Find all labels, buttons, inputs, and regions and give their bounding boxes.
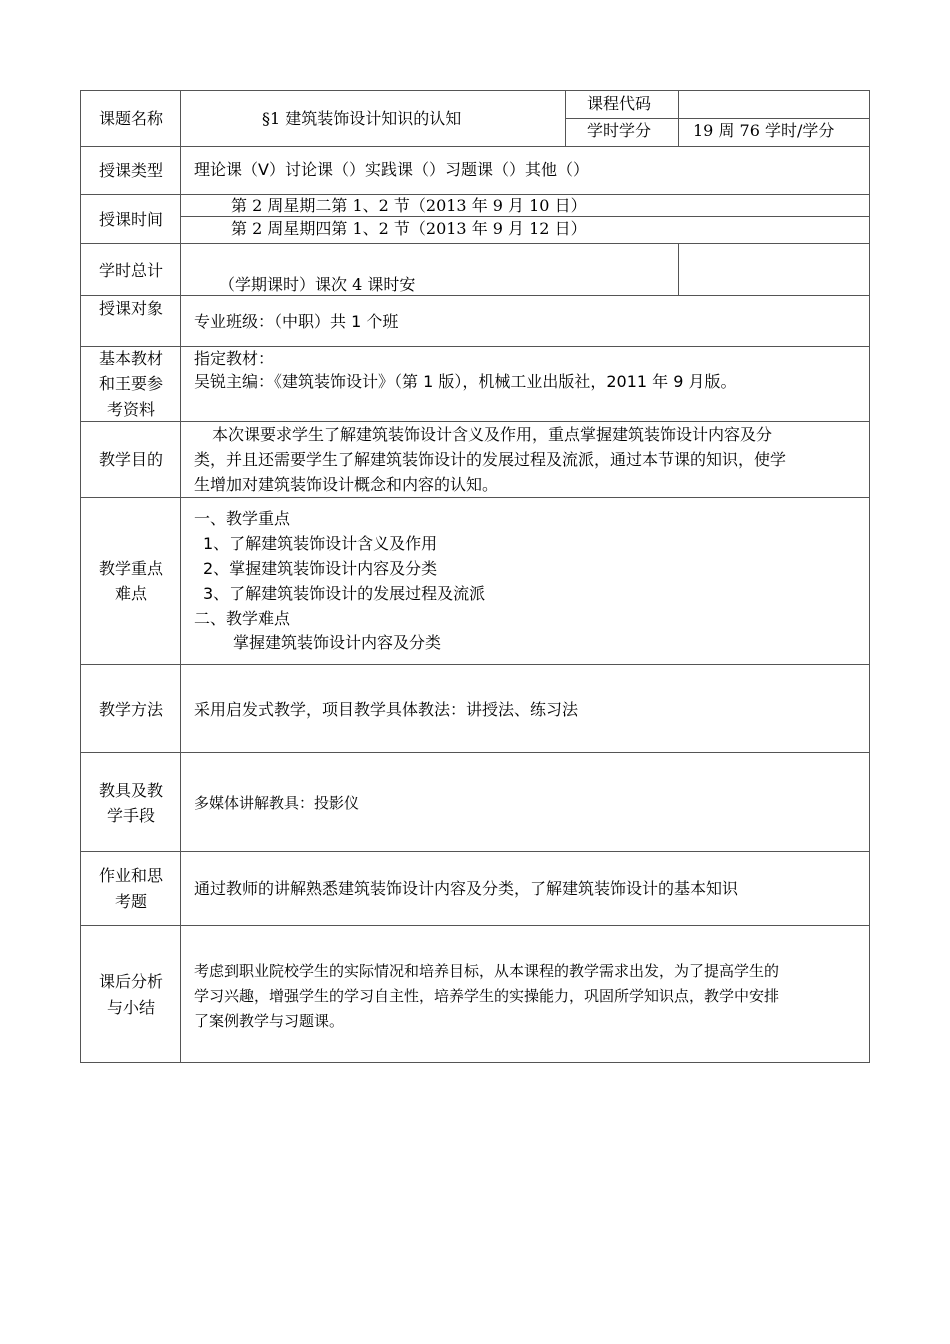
- keypoints-label-line-1: 教学重点: [98, 559, 163, 578]
- keypoints-line-4: 3、了解建筑装饰设计的发展过程及流派: [203, 584, 486, 603]
- textbook-line-2: 吴锐主编：《建筑装饰设计》（第 1 版），机械工业出版社，2011 年 9 月版。: [194, 372, 737, 391]
- objective-line-1: 本次课要求学生了解建筑装饰设计含义及作用，重点掌握建筑装饰设计内容及分: [212, 425, 773, 444]
- textbook-label-line-2: 和王要参: [98, 374, 163, 393]
- tools-value: 多媒体讲解教具：投影仪: [194, 794, 360, 812]
- class-time-label: 授课时间: [98, 210, 163, 229]
- course-code-label: 课程代码: [587, 94, 652, 113]
- method-value: 采用启发式教学，项目教学具体教法：讲授法、练习法: [194, 700, 579, 719]
- row-line: [81, 146, 870, 147]
- objective-label: 教学目的: [98, 450, 163, 469]
- homework-value: 通过教师的讲解熟悉建筑装饰设计内容及分类，了解建筑装饰设计的基本知识: [194, 879, 739, 898]
- hours-credits-value: 19 周 76 学时/学分: [693, 121, 835, 140]
- keypoints-line-2: 1、了解建筑装饰设计含义及作用: [203, 534, 438, 553]
- row-line: [81, 243, 870, 244]
- total-hours-label: 学时总计: [98, 261, 163, 280]
- row-line: [81, 925, 870, 926]
- tools-label-line-2: 学手段: [106, 806, 155, 825]
- homework-label-line-1: 作业和思: [98, 866, 163, 885]
- hours-credits-label: 学时学分: [587, 121, 652, 140]
- keypoints-label-line-2: 难点: [114, 584, 147, 603]
- row-line: [81, 421, 870, 422]
- audience-value: 专业班级：（中职）共 1 个班: [194, 312, 399, 331]
- summary-line-3: 了案例教学与习题课。: [194, 1012, 345, 1030]
- objective-line-3: 生增加对建筑装饰设计概念和内容的认知。: [194, 475, 499, 494]
- summary-label-line-2: 与小结: [106, 998, 155, 1017]
- summary-line-2: 学习兴趣，增强学生的学习自主性，培养学生的实操能力，巩固所学知识点，教学中安排: [194, 987, 780, 1005]
- title-value: §1 建筑装饰设计知识的认知: [262, 109, 462, 128]
- row-line: [81, 295, 870, 296]
- keypoints-line-1: 一、教学重点: [194, 509, 291, 528]
- textbook-line-1: 指定教材：: [194, 349, 275, 368]
- textbook-label-line-1: 基本教材: [98, 349, 163, 368]
- method-label: 教学方法: [98, 700, 163, 719]
- lesson-plan-form: [80, 90, 870, 1063]
- total-hours-divider: [678, 243, 679, 295]
- textbook-label-line-3: 考资料: [106, 400, 155, 419]
- audience-label: 授课对象: [98, 299, 163, 318]
- class-time-line-1: 第 2 周星期二第 1、2 节（2013 年 9 月 10 日）: [231, 196, 587, 215]
- row-line: [81, 752, 870, 753]
- total-hours-value: （学期课时）课次 4 课时安: [219, 275, 416, 294]
- keypoints-line-5: 二、教学难点: [194, 609, 291, 628]
- keypoints-line-6: 掌握建筑装饰设计内容及分类: [233, 633, 442, 652]
- class-type-value: 理论课（V）讨论课（）实践课（）习题课（）其他（）: [194, 160, 589, 179]
- title-label: 课题名称: [98, 109, 163, 128]
- summary-line-1: 考虑到职业院校学生的实际情况和培养目标，从本课程的教学需求出发，为了提高学生的: [194, 962, 780, 980]
- keypoints-line-3: 2、掌握建筑装饰设计内容及分类: [203, 559, 438, 578]
- tools-label-line-1: 教具及教: [98, 781, 163, 800]
- objective-line-2: 类，并且还需要学生了解建筑装饰设计的发展过程及流派，通过本节课的知识，使学: [194, 450, 787, 469]
- row-line: [81, 851, 870, 852]
- row-line: [81, 664, 870, 665]
- homework-label-line-2: 考题: [114, 892, 147, 911]
- row-line: [81, 497, 870, 498]
- summary-label-line-1: 课后分析: [98, 972, 163, 991]
- class-time-line-2: 第 2 周星期四第 1、2 节（2013 年 9 月 12 日）: [231, 219, 587, 238]
- class-type-label: 授课类型: [98, 161, 163, 180]
